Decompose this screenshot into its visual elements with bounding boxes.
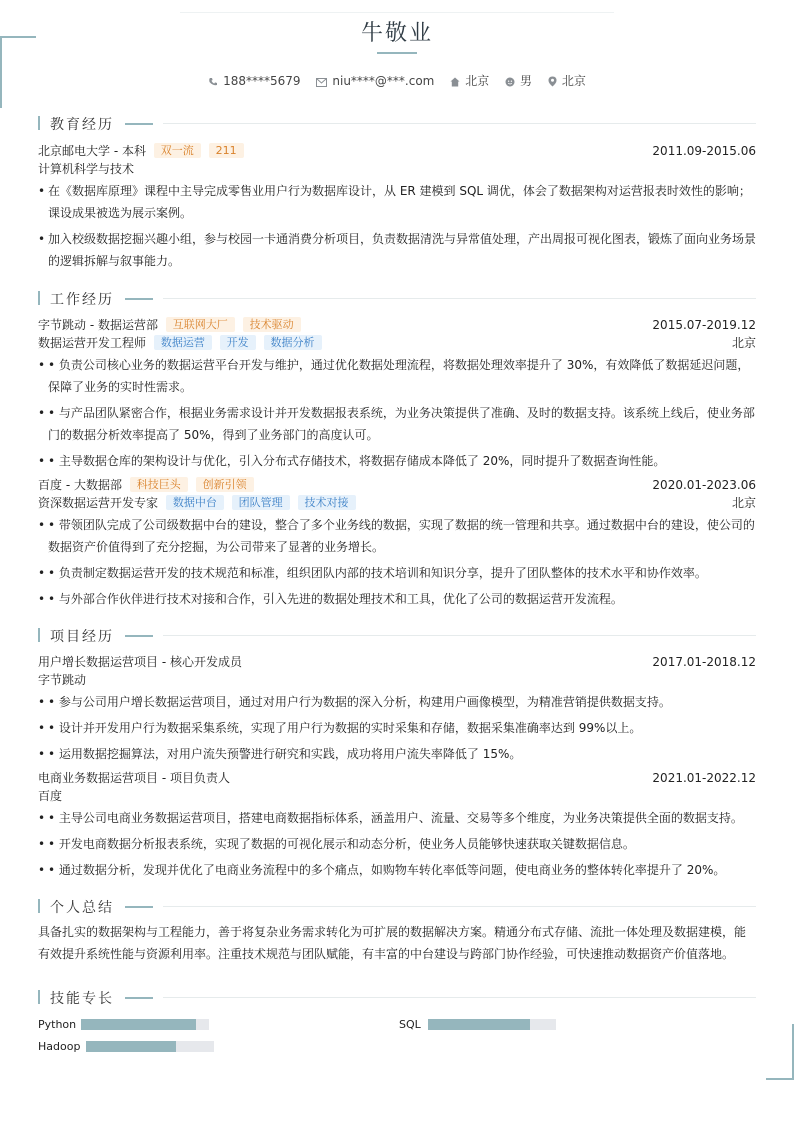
project-dates: 2017.01-2018.12 <box>652 655 756 669</box>
section-header <box>38 114 756 132</box>
company-tag: 科技巨头 <box>130 477 188 492</box>
school-degree: 北京邮电大学 - 本科 <box>38 144 146 158</box>
project-org: 字节跳动 <box>38 673 87 687</box>
phone-icon <box>208 77 218 87</box>
section-rule <box>163 123 756 124</box>
skill-label: Python <box>38 1018 77 1031</box>
skills-section <box>38 988 756 1058</box>
contact-email: niu****@***.com <box>316 74 434 88</box>
skill-bar-fill <box>428 1019 530 1030</box>
section-rule <box>163 906 756 907</box>
job-dates: 2015.07-2019.12 <box>652 318 756 332</box>
contact-hometown: 北京 <box>450 72 489 89</box>
project-dates: 2021.01-2022.12 <box>652 771 756 785</box>
section-dash <box>125 298 153 300</box>
company-tag: 创新引领 <box>196 477 254 492</box>
section-bar <box>38 899 40 913</box>
skill-label: SQL <box>399 1018 421 1031</box>
location-pin-icon <box>548 76 557 87</box>
company-tag: 互联网大厂 <box>166 317 235 332</box>
contact-phone: 188****5679 <box>208 74 300 88</box>
role-tag: 数据分析 <box>264 335 322 350</box>
list-item: • • 通过数据分析，发现并优化了电商业务流程中的多个痛点，如购物车转化率低等问题，使电商业务的整体转化率提升了 20%。 <box>38 863 726 877</box>
project-name-role: 电商业务数据运营项目 - 项目负责人 <box>38 771 230 785</box>
list-item: • • 主导公司电商业务数据运营项目，搭建电商数据指标体系，涵盖用户、流量、交易等多个维度，为业务决策提供全面的数据支持。 <box>38 811 743 825</box>
skill-bar-track <box>81 1019 209 1030</box>
list-item: • • 负责公司核心业务的数据运营平台开发与维护，通过优化数据处理流程，将数据处理效率提升了 30%，有效降低了数据延迟问题，保障了业务的实时性需求。 <box>38 358 750 394</box>
skill-python <box>38 1018 338 1032</box>
section-dash <box>125 635 153 637</box>
job-role: 数据运营开发工程师 <box>38 336 147 350</box>
list-item: • • 与外部合作伙伴进行技术对接和合作，引入先进的数据处理技术和工具，优化了公司的数据运营开发流程。 <box>38 592 623 606</box>
section-dash <box>125 123 153 125</box>
section-bar <box>38 990 40 1004</box>
role-tag: 团队管理 <box>232 495 290 510</box>
job-role-row <box>38 334 756 352</box>
job-company-row <box>38 476 756 494</box>
major: 计算机科学与技术 <box>38 162 135 176</box>
section-header <box>38 988 756 1006</box>
home-icon <box>450 77 460 87</box>
section-header <box>38 897 756 915</box>
section-bar <box>38 628 40 642</box>
skill-label: Hadoop <box>38 1040 81 1053</box>
list-item: • • 与产品团队紧密合作，根据业务需求设计并开发数据报表系统，为业务决策提供了准确、及时的数据支持。该系统上线后，使业务部门的数据分析效率提高了 50%，得到了业务部门的高度认可。 <box>38 406 755 442</box>
list-item: • • 参与公司用户增长数据运营项目，通过对用户行为数据的深入分析，构建用户画像模型，为精准营销提供数据支持。 <box>38 695 671 709</box>
education-section <box>38 114 756 276</box>
section-bar <box>38 116 40 130</box>
job-company-row <box>38 316 756 334</box>
job-role-row <box>38 494 756 512</box>
section-header <box>38 289 756 307</box>
education-dates: 2011.09-2015.06 <box>652 144 756 158</box>
job-dates: 2020.01-2023.06 <box>652 478 756 492</box>
skill-hadoop <box>38 1040 338 1054</box>
job-company: 百度 - 大数据部 <box>38 478 122 492</box>
contact-bar <box>0 72 794 89</box>
contact-gender: 男 <box>505 72 532 89</box>
school-tag: 双一流 <box>154 143 201 158</box>
job-company: 字节跳动 - 数据运营部 <box>38 318 158 332</box>
list-item: • • 设计并开发用户行为数据采集系统，实现了用户行为数据的实时采集和存储，数据采集准确率达到 99%以上。 <box>38 721 642 735</box>
list-item: • • 负责制定数据运营开发的技术规范和标准，组织团队内部的技术培训和知识分享，提升了团队整体的技术水平和协作效率。 <box>38 566 707 580</box>
section-bar <box>38 291 40 305</box>
job-role: 资深数据运营开发专家 <box>38 496 159 510</box>
list-item: • • 主导数据仓库的架构设计与优化，引入分布式存储技术，将数据存储成本降低了 20%，同时提升了数据查询性能。 <box>38 454 666 468</box>
list-item: • • 开发电商数据分析报表系统，实现了数据的可视化展示和动态分析，使业务人员能够快速获取关键数据信息。 <box>38 837 635 851</box>
summary-section <box>38 897 756 965</box>
list-item: • 加入校级数据挖掘兴趣小组，参与校园一卡通消费分析项目，负责数据清洗与异常值处理，产出周报可视化图表，锻炼了面向业务场景的逻辑拆解与叙事能力。 <box>38 232 757 268</box>
school-tag: 211 <box>209 143 244 158</box>
projects-section <box>38 626 756 885</box>
list-item: • 在《数据库原理》课程中主导完成零售业用户行为数据库设计，从 ER 建模到 SQL 调优，体会了数据架构对运营报表时效性的影响；课设成果被选为展示案例。 <box>38 184 751 220</box>
resume-name: 牛敬业 <box>360 21 433 46</box>
section-title: 工作经历 <box>50 292 114 308</box>
role-tag: 数据运营 <box>154 335 212 350</box>
skill-sql <box>399 1018 699 1032</box>
role-tag: 技术对接 <box>298 495 356 510</box>
skill-bar-fill <box>86 1041 176 1052</box>
project-header-row <box>38 653 756 671</box>
company-tag: 技术驱动 <box>243 317 301 332</box>
skill-bar-fill <box>81 1019 196 1030</box>
job-city: 北京 <box>731 336 756 350</box>
project-org: 百度 <box>38 789 63 803</box>
section-header <box>38 626 756 644</box>
section-rule <box>163 298 756 299</box>
person-icon <box>505 77 515 87</box>
work-section <box>38 289 756 614</box>
summary-text: 具备扎实的数据架构与工程能力，善于将复杂业务需求转化为可扩展的数据解决方案。精通分布式存储、流批一体处理及数据建模，能有效提升系统性能与资源利用率。注重技术规范与团队赋能，有丰富的中台建设与跨部门协作经验，可快速推动数据资产价值落地。 <box>38 925 747 961</box>
contact-location: 北京 <box>548 72 586 89</box>
project-header-row <box>38 769 756 787</box>
top-divider <box>180 12 614 13</box>
section-rule <box>163 997 756 998</box>
section-title: 教育经历 <box>50 117 114 133</box>
skill-bar-track <box>428 1019 556 1030</box>
education-header-row <box>38 142 756 160</box>
section-dash <box>125 997 153 999</box>
section-rule <box>163 635 756 636</box>
name-underline <box>377 52 417 54</box>
project-name-role: 用户增长数据运营项目 - 核心开发成员 <box>38 655 242 669</box>
list-item: • • 运用数据挖掘算法，对用户流失预警进行研究和实践，成功将用户流失率降低了 15%。 <box>38 747 522 761</box>
role-tag: 数据中台 <box>166 495 224 510</box>
skill-bar-track <box>86 1041 214 1052</box>
role-tag: 开发 <box>220 335 256 350</box>
list-item: • • 带领团队完成了公司级数据中台的建设，整合了多个业务线的数据，实现了数据的统一管理和共享。通过数据中台的建设，使公司的数据资产价值得到了充分挖掘，为公司带来了显著的业务增长。 <box>38 518 755 554</box>
job-city: 北京 <box>731 496 756 510</box>
section-title: 个人总结 <box>50 900 114 916</box>
corner-decoration-bottom-right <box>766 1024 794 1080</box>
section-title: 项目经历 <box>50 629 114 645</box>
section-title: 技能专长 <box>50 991 114 1007</box>
section-dash <box>125 906 153 908</box>
mail-icon <box>316 78 327 87</box>
